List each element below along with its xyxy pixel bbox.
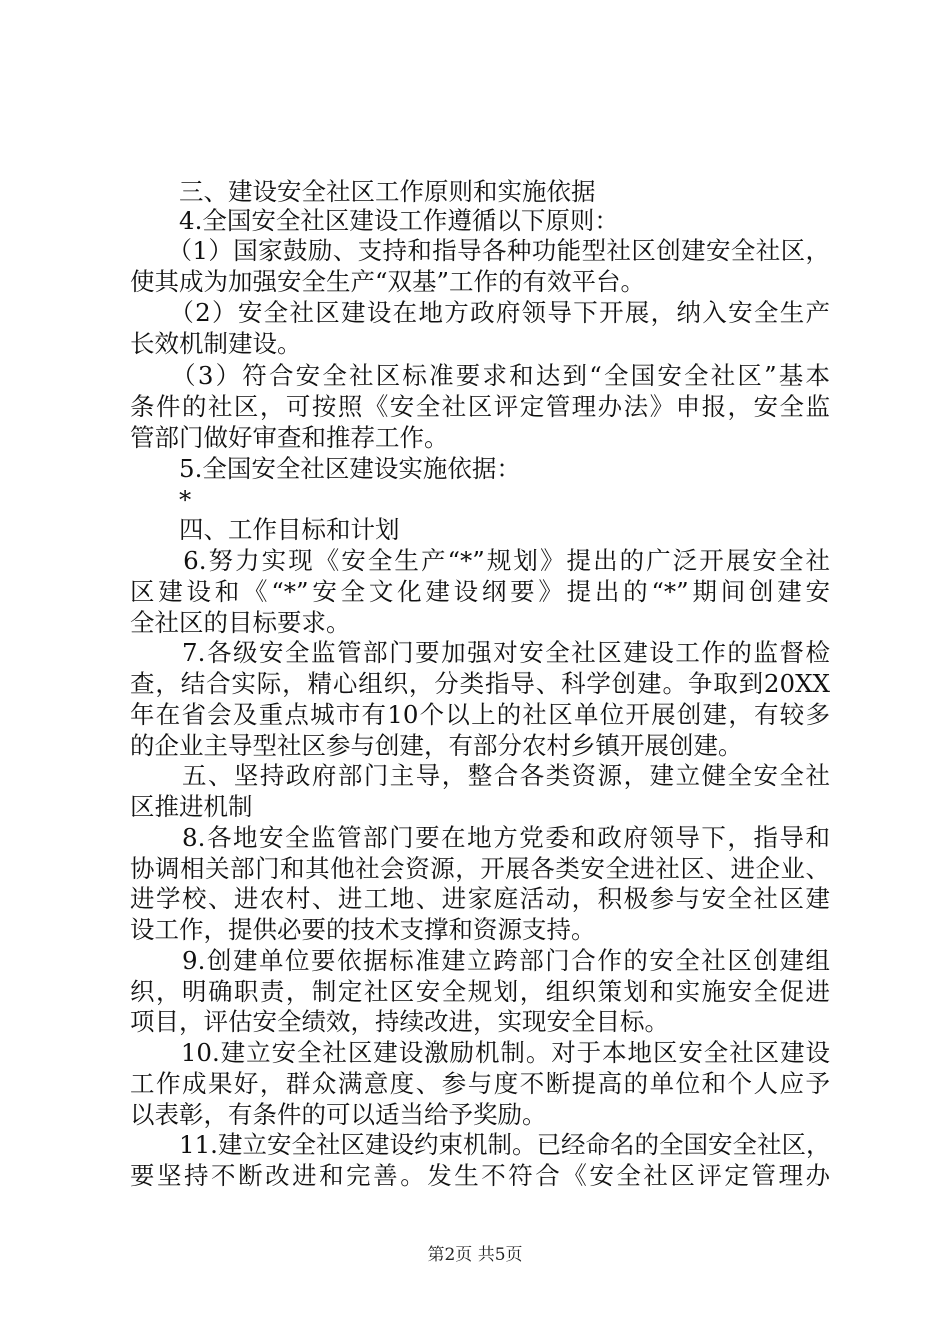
- paragraph-line: 年在省会及重点城市有10个以上的社区单位开展创建，有较多: [130, 700, 830, 729]
- paragraph-line: （1）国家鼓励、支持和指导各种功能型社区创建安全社区，: [130, 236, 830, 265]
- paragraph-line: 管部门做好审查和推荐工作。: [130, 423, 449, 452]
- paragraph-line: 使其成为加强安全生产“双基”工作的有效平台。: [130, 267, 646, 296]
- paragraph-line: 条件的社区，可按照《安全社区评定管理办法》申报，安全监: [130, 392, 830, 421]
- paragraph-line: *: [130, 485, 192, 514]
- paragraph-line: 8.各地安全监管部门要在地方党委和政府领导下，指导和: [130, 823, 830, 852]
- paragraph-line: 查，结合实际，精心组织，分类指导、科学创建。争取到20XX: [130, 669, 830, 698]
- paragraph-line: 的企业主导型社区参与创建，有部分农村乡镇开展创建。: [130, 731, 743, 760]
- paragraph-line: 6.努力实现《安全生产“*”规划》提出的广泛开展安全社: [130, 546, 830, 575]
- paragraph-line: 进学校、进农村、进工地、进家庭活动，积极参与安全社区建: [130, 884, 830, 913]
- section-heading-5: 区推进机制: [130, 792, 253, 821]
- section-heading-5: 五、坚持政府部门主导，整合各类资源，建立健全安全社: [130, 761, 830, 790]
- paragraph-line: （2）安全社区建设在地方政府领导下开展，纳入安全生产: [130, 298, 830, 327]
- paragraph-line: 区建设和《“*”安全文化建设纲要》提出的“*”期间创建安: [130, 577, 830, 606]
- paragraph-line: 设工作，提供必要的技术支撑和资源支持。: [130, 915, 596, 944]
- paragraph-line: 10.建立安全社区建设激励机制。对于本地区安全社区建设: [130, 1038, 830, 1067]
- paragraph-line: 要坚持不断改进和完善。发生不符合《安全社区评定管理办: [130, 1161, 830, 1190]
- paragraph-line: 长效机制建设。: [130, 329, 302, 358]
- paragraph-line: （3）符合安全社区标准要求和达到“全国安全社区”基本: [130, 361, 830, 390]
- section-heading-4: 四、工作目标和计划: [130, 515, 400, 544]
- paragraph-line: 项目，评估安全绩效，持续改进，实现安全目标。: [130, 1007, 669, 1036]
- paragraph-line: 工作成果好，群众满意度、参与度不断提高的单位和个人应予: [130, 1069, 830, 1098]
- section-heading-3: 三、建设安全社区工作原则和实施依据: [130, 177, 596, 206]
- page-footer: 第2页 共5页: [427, 1245, 523, 1265]
- paragraph-line: 11.建立安全社区建设约束机制。已经命名的全国安全社区，: [130, 1130, 830, 1159]
- paragraph-line: 9.创建单位要依据标准建立跨部门合作的安全社区创建组: [130, 946, 830, 975]
- paragraph-line: 织，明确职责，制定社区安全规划，组织策划和实施安全促进: [130, 977, 830, 1006]
- paragraph-line: 4.全国安全社区建设工作遵循以下原则：: [130, 206, 619, 235]
- paragraph-line: 以表彰，有条件的可以适当给予奖励。: [130, 1100, 547, 1129]
- paragraph-line: 协调相关部门和其他社会资源，开展各类安全进社区、进企业、: [130, 854, 830, 883]
- paragraph-line: 5.全国安全社区建设实施依据：: [130, 454, 521, 483]
- paragraph-line: 7.各级安全监管部门要加强对安全社区建设工作的监督检: [130, 638, 830, 667]
- paragraph-line: 全社区的目标要求。: [130, 608, 351, 637]
